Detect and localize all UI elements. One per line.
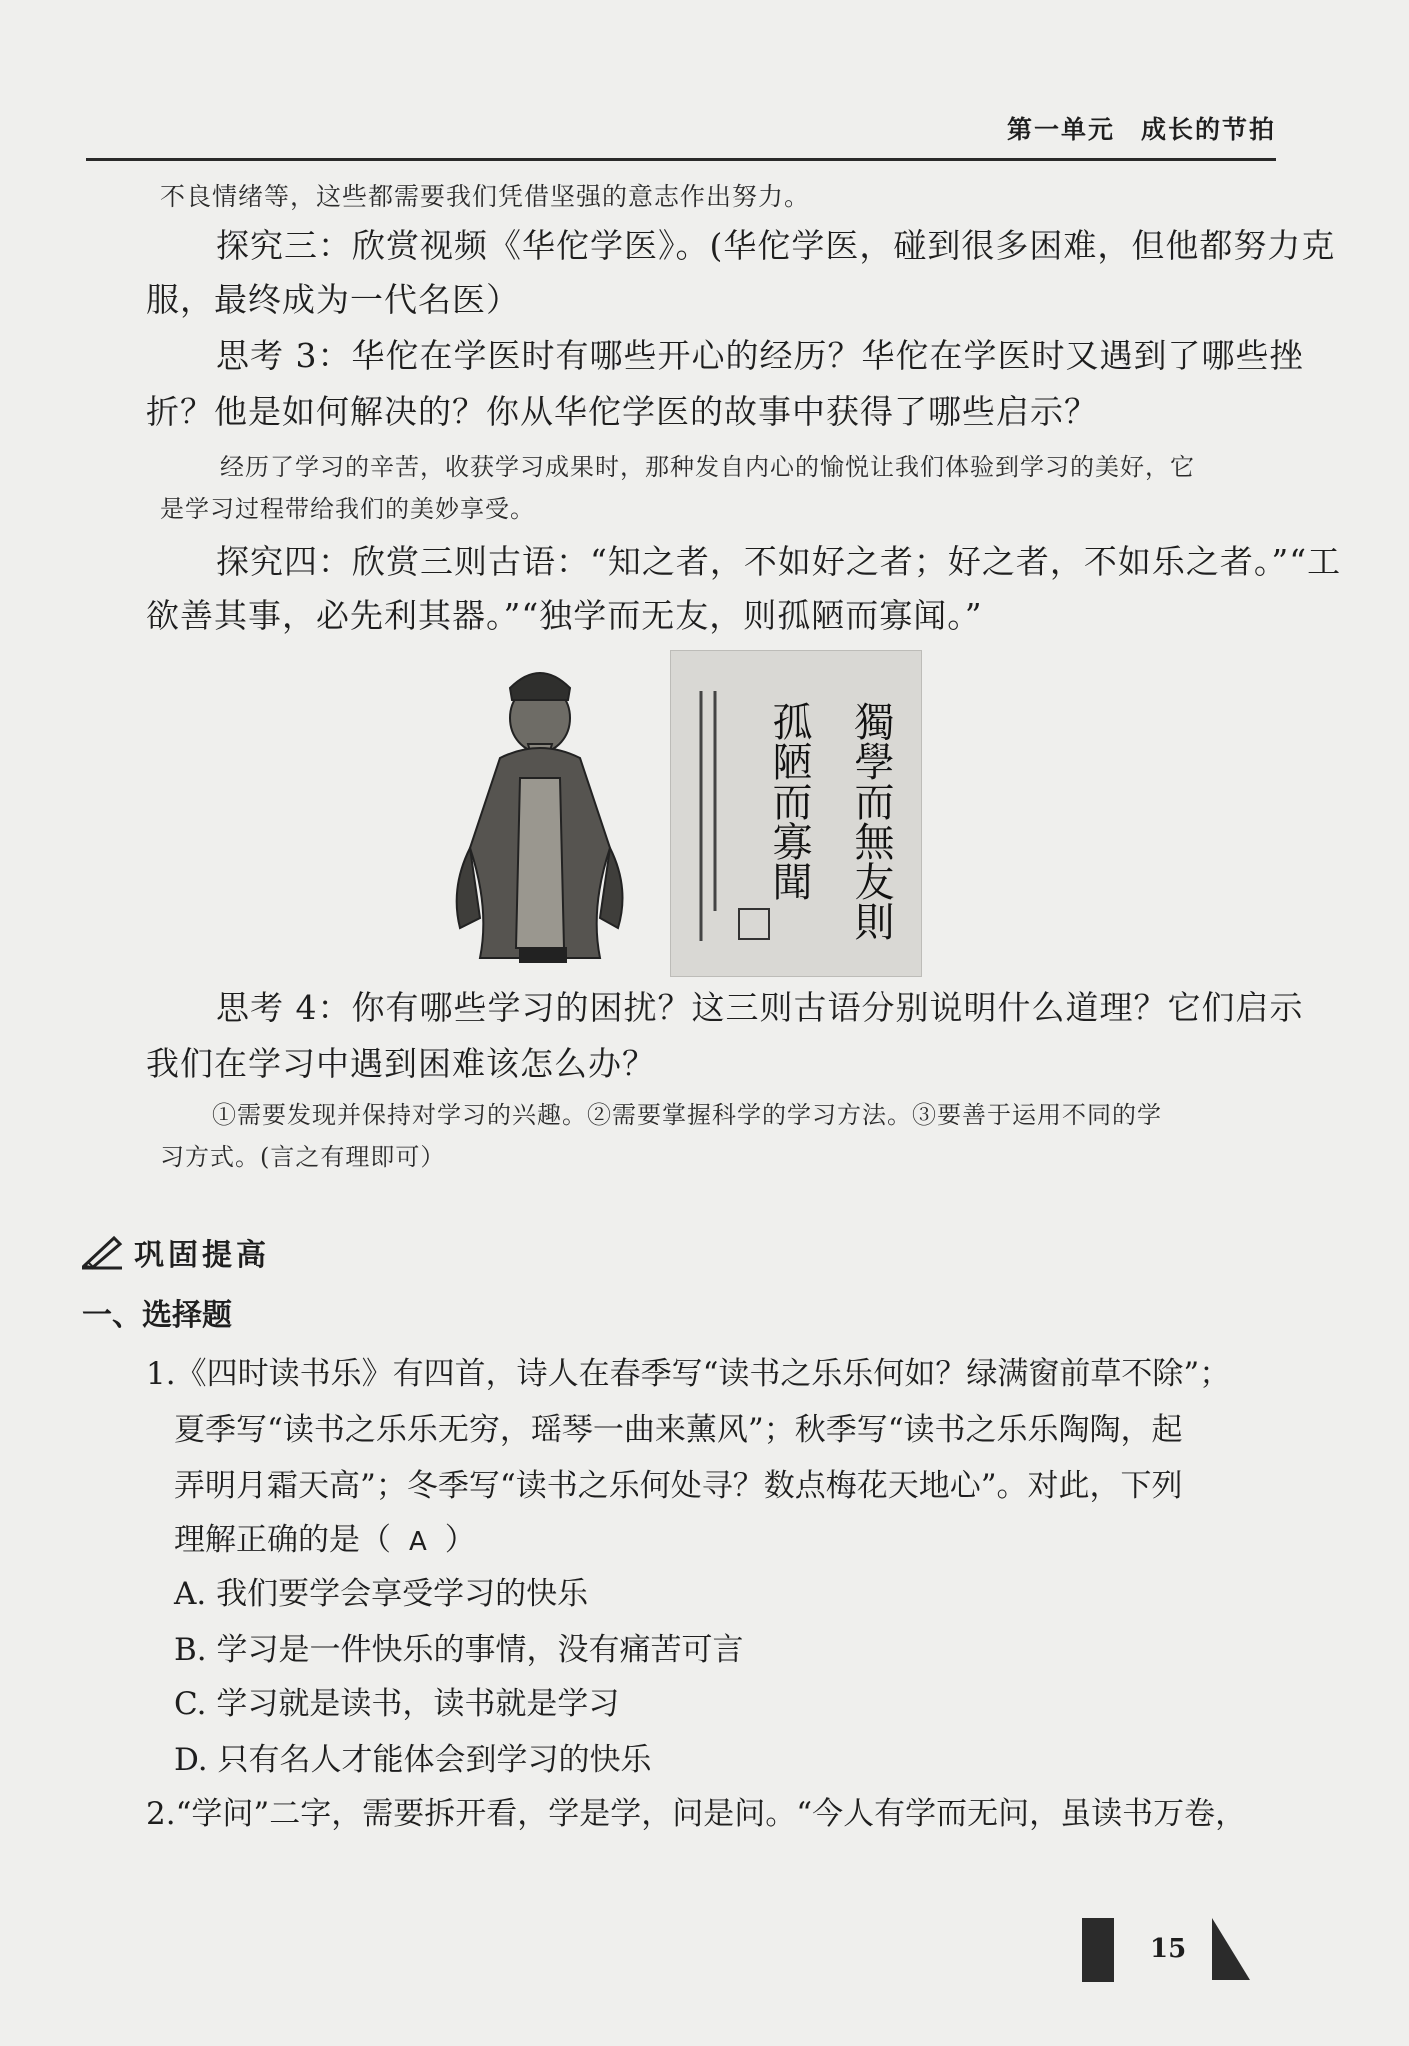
question-type-heading: 一、选择题 — [82, 1298, 232, 1333]
answer-text-2b: 是学习过程带给我们的美妙享受。 — [160, 495, 535, 523]
q1-option-c: C. 学习就是读书，读书就是学习 — [174, 1686, 620, 1722]
unit-title: 成长的节拍 — [1140, 115, 1276, 144]
think-4-line2: 我们在学习中遇到困难该怎么办？ — [146, 1044, 656, 1083]
footer-bar — [1082, 1918, 1114, 1982]
unit-label: 第一单元 — [1006, 115, 1115, 144]
section-label: 巩固提高 — [134, 1238, 270, 1273]
q1-line3: 弄明月霜天高”；冬季写“读书之乐何处寻？数点梅花天地心”。对此，下列 — [174, 1468, 1183, 1504]
page-header — [86, 96, 1276, 161]
page-number: 15 — [1150, 1934, 1187, 1964]
q1-option-a: A. 我们要学会享受学习的快乐 — [174, 1576, 589, 1612]
inquiry-4-line2: 欲善其事，必先利其器。”“独学而无友，则孤陋而寡闻。” — [146, 596, 983, 635]
q1-bracket-close: ） — [444, 1522, 476, 1558]
pencil-icon — [82, 1234, 124, 1270]
inquiry-3-line1: 探究三：欣赏视频《华佗学医》。(华佗学医，碰到很多困难，但他都努力克 — [216, 226, 1336, 265]
calligraphy-column-1: 獨學而無友則 — [848, 701, 894, 941]
q1-option-d: D. 只有名人才能体会到学习的快乐 — [174, 1742, 652, 1778]
answer-text-2a: 经历了学习的辛苦，收获学习成果时，那种发自内心的愉悦让我们体验到学习的美好，它 — [220, 453, 1195, 481]
answer-text-1: 不良情绪等，这些都需要我们凭借坚强的意志作出努力。 — [160, 182, 811, 211]
q2-line1: 2.“学问”二字，需要拆开看，学是学，问是问。“今人有学而无问，虽读书万卷， — [146, 1796, 1247, 1832]
inquiry-3-line2: 服，最终成为一代名医） — [146, 280, 520, 319]
corner-triangle-icon — [1212, 1918, 1250, 1980]
q1-option-b: B. 学习是一件快乐的事情，没有痛苦可言 — [174, 1632, 744, 1668]
calligraphy-column-2: 孤陋而寡聞 — [766, 701, 812, 901]
think-3-line1: 思考 3：华佗在学医时有哪些开心的经历？华佗在学医时又遇到了哪些挫 — [216, 336, 1304, 375]
think-4-line1: 思考 4：你有哪些学习的困扰？这三则古语分别说明什么道理？它们启示 — [216, 988, 1304, 1027]
answer-text-4a: ①需要发现并保持对学习的兴趣。②需要掌握科学的学习方法。③要善于运用不同的学 — [212, 1101, 1162, 1129]
calligraphy-scroll — [670, 650, 922, 977]
answer-text-4b: 习方式。(言之有理即可） — [160, 1143, 446, 1171]
think-3-line2: 折？他是如何解决的？你从华佗学医的故事中获得了哪些启示？ — [146, 392, 1098, 431]
q1-stem-end: 理解正确的是（ — [174, 1522, 391, 1558]
q1-line2: 夏季写“读书之乐乐无穷，瑶琴一曲来薰风”；秋季写“读书之乐乐陶陶，起 — [174, 1412, 1183, 1448]
section-heading — [82, 1230, 270, 1274]
chapter-title — [1007, 110, 1276, 146]
q1-answer: A — [409, 1527, 427, 1557]
calligraphy-image — [671, 651, 921, 976]
inquiry-4-line1: 探究四：欣赏三则古语：“知之者，不如好之者；好之者，不如乐之者。”“工 — [216, 542, 1342, 581]
q1-line1: 1.《四时读书乐》有四首，诗人在春季写“读书之乐乐何如？绿满窗前草不除”； — [146, 1356, 1231, 1392]
q1-line4 — [174, 1512, 476, 1570]
